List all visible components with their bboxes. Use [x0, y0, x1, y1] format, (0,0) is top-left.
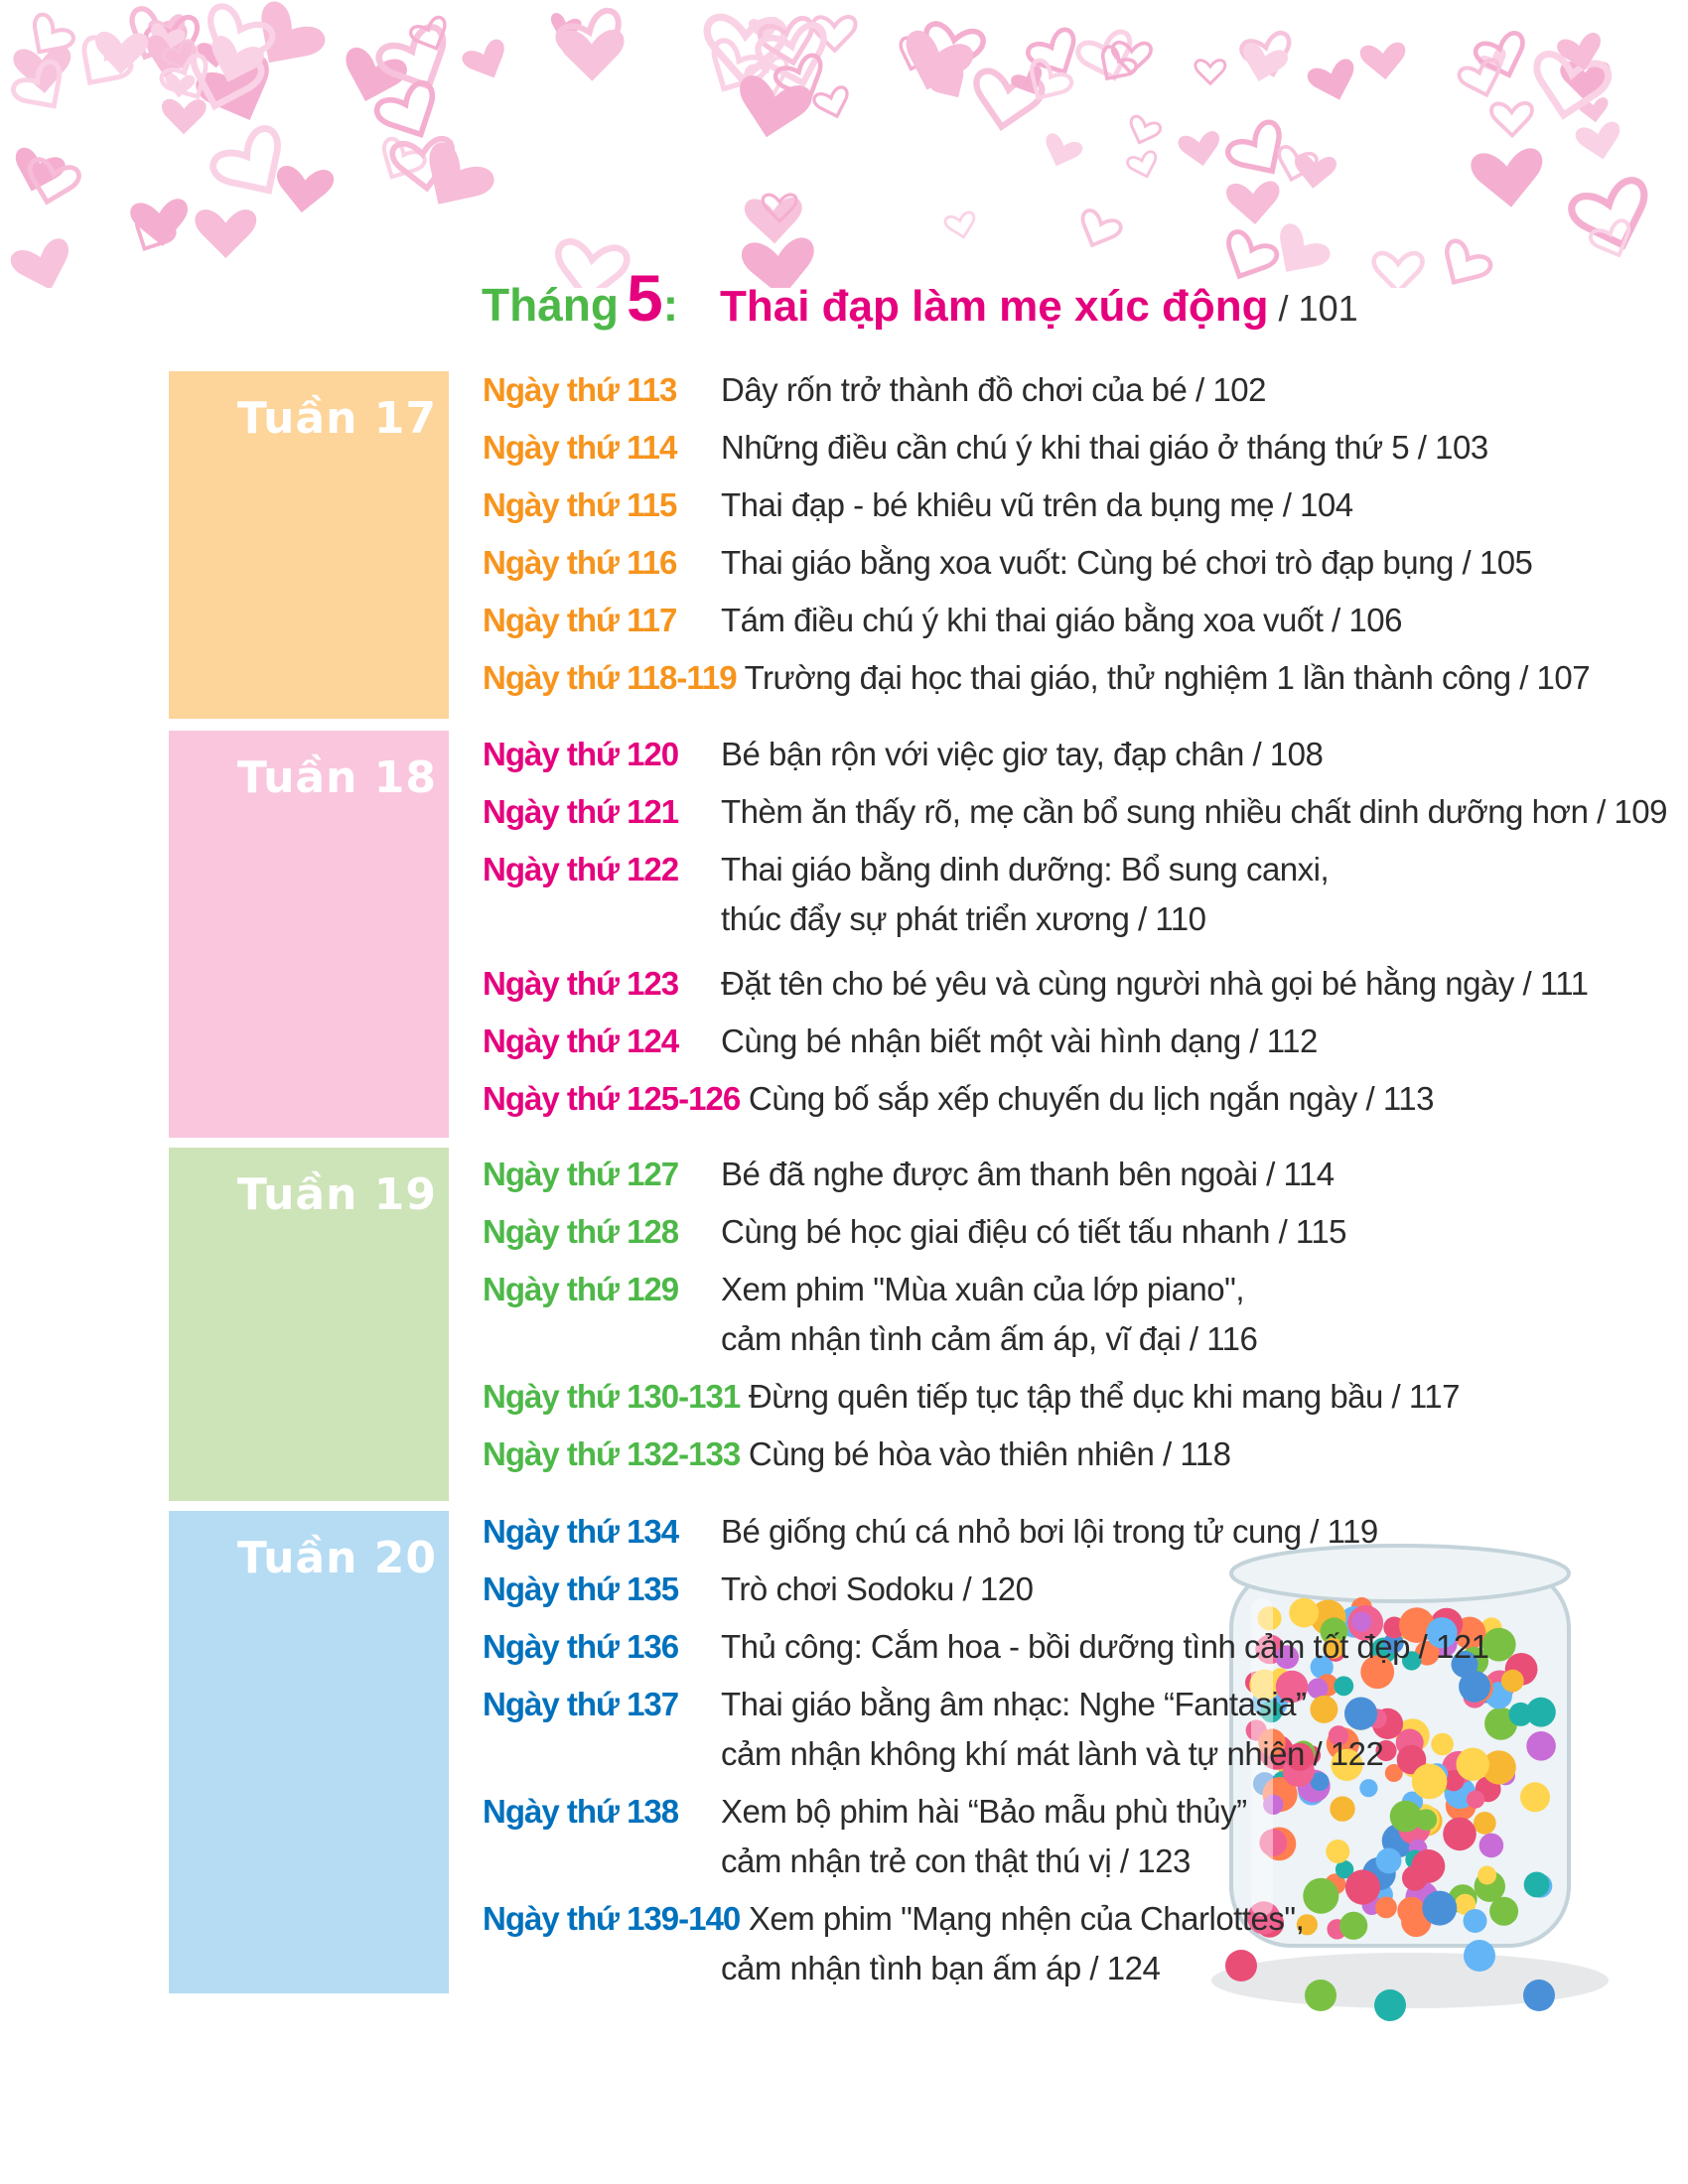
entry-day: Ngày thứ 116 — [483, 544, 677, 581]
heart-shape — [1574, 120, 1624, 164]
toc-entry[interactable] — [483, 787, 1667, 837]
heart-shape — [1216, 229, 1279, 287]
entry-title: Thủ công: Cắm hoa - bồi dưỡng tình cảm tốt đẹp / 121 — [721, 1628, 1489, 1665]
week-19-box — [169, 1148, 449, 1501]
heart-shape — [195, 209, 256, 258]
entry-title-line2: cảm nhận tình cảm ấm áp, vĩ đại / 116 — [721, 1320, 1258, 1357]
entry-title: Bé bận rộn với việc giơ tay, đạp chân / 108 — [721, 736, 1324, 772]
heart-shape — [273, 165, 335, 215]
candy-star — [1374, 1989, 1406, 2021]
candy-star — [1523, 1979, 1555, 2011]
candy-star — [1390, 1801, 1422, 1833]
entry-title: Cùng bé hòa vào thiên nhiên / 118 — [740, 1435, 1231, 1472]
heart-shape — [741, 236, 819, 288]
candy-star — [1464, 1940, 1495, 1972]
entry-day: Ngày thứ 123 — [483, 965, 679, 1002]
heart-shape — [1374, 253, 1423, 288]
candy-star — [1326, 1840, 1349, 1863]
week-18-label: Tuần 18 — [236, 752, 437, 803]
heart-shape — [460, 37, 514, 86]
entry-title: Thai giáo bằng xoa vuốt: Cùng bé chơi trò đạp bụng / 105 — [721, 544, 1533, 581]
heart-shape — [1306, 57, 1362, 107]
heart-shape — [1126, 151, 1161, 182]
entry-title: Xem bộ phim hài “Bảo mẫu phù thủy” — [721, 1793, 1247, 1830]
candy-star — [1376, 1848, 1402, 1874]
entry-title-line2: thúc đẩy sự phát triển xương / 110 — [721, 900, 1206, 937]
heart-shape — [1177, 130, 1223, 170]
candy-star — [1501, 1670, 1524, 1693]
week-19-label: Tuần 19 — [236, 1169, 437, 1220]
heart-shape — [1125, 115, 1162, 148]
month-word: Tháng — [482, 279, 619, 331]
toc-entry[interactable] — [483, 1074, 1434, 1124]
entry-day: Ngày thứ 136 — [483, 1628, 679, 1665]
entry-title-line2: cảm nhận không khí mát lành và tự nhiên / 122 — [721, 1735, 1384, 1772]
heart-shape — [812, 85, 853, 121]
candy-star — [1520, 1782, 1550, 1812]
heart-shape — [1074, 208, 1123, 253]
toc-entry[interactable] — [483, 1680, 1383, 1779]
week-18-box — [169, 731, 449, 1138]
entry-day: Ngày thứ 128 — [483, 1213, 679, 1250]
heart-shape — [1263, 220, 1334, 288]
month-page: / 101 — [1278, 288, 1358, 329]
entry-day: Ngày thứ 125-126 — [483, 1080, 741, 1117]
entry-day: Ngày thứ 127 — [483, 1156, 679, 1192]
heart-shape — [1196, 61, 1225, 84]
candy-star — [1422, 1891, 1457, 1926]
toc-entry[interactable] — [483, 1430, 1230, 1479]
toc-entry[interactable] — [483, 1894, 1304, 1993]
entry-title: Bé đã nghe được âm thanh bên ngoài / 114 — [721, 1156, 1335, 1192]
entry-title: Trường đại học thai giáo, thử nghiệm 1 lần thành công / 107 — [736, 659, 1591, 696]
toc-entry[interactable] — [483, 1265, 1257, 1364]
candy-star — [1526, 1731, 1556, 1761]
entry-title: Đừng quên tiếp tục tập thể dục khi mang bầu / 117 — [740, 1378, 1461, 1415]
entry-day: Ngày thứ 114 — [483, 429, 677, 466]
heart-shape — [1470, 147, 1547, 210]
entry-day: Ngày thứ 132-133 — [483, 1435, 741, 1472]
entry-day: Ngày thứ 115 — [483, 486, 677, 523]
entry-title: Thai đạp - bé khiêu vũ trên da bụng mẹ / 104 — [721, 486, 1353, 523]
entry-title: Thai giáo bằng âm nhạc: Nghe “Fantasia” — [721, 1686, 1307, 1722]
entry-day: Ngày thứ 117 — [483, 602, 677, 638]
entry-title-line2: cảm nhận tình bạn ấm áp / 124 — [721, 1950, 1161, 1986]
candy-star — [1526, 1698, 1556, 1727]
toc-entry[interactable] — [483, 1150, 1335, 1199]
entry-title: Thèm ăn thấy rõ, mẹ cần bổ sung nhiều chất dinh dưỡng hơn / 109 — [721, 793, 1667, 830]
entry-day: Ngày thứ 121 — [483, 793, 679, 830]
candy-star — [1330, 1796, 1354, 1821]
entry-title: Bé giống chú cá nhỏ bơi lội trong tử cung / 119 — [721, 1513, 1378, 1550]
candy-star — [1303, 1878, 1338, 1914]
toc-entry[interactable] — [483, 538, 1532, 588]
toc-entry[interactable] — [483, 730, 1323, 779]
week-17-box — [169, 371, 449, 719]
entry-title: Thai giáo bằng dinh dưỡng: Bổ sung canxi, — [721, 851, 1330, 887]
entry-day: Ngày thứ 138 — [483, 1793, 679, 1830]
entry-title: Cùng bé học giai điệu có tiết tấu nhanh / 115 — [721, 1213, 1347, 1250]
entry-day: Ngày thứ 122 — [483, 851, 679, 887]
candy-star — [1443, 1818, 1477, 1851]
entry-day: Ngày thứ 135 — [483, 1570, 679, 1607]
entry-day: Ngày thứ 118-119 — [483, 659, 737, 696]
entry-day: Ngày thứ 120 — [483, 736, 679, 772]
candy-star — [1375, 1897, 1397, 1919]
month-number: 5 — [626, 261, 663, 335]
entry-title: Trò chơi Sodoku / 120 — [721, 1570, 1034, 1607]
heart-shape — [1434, 238, 1493, 288]
toc-entry[interactable] — [483, 1565, 1033, 1614]
candy-star — [1431, 1733, 1454, 1756]
candy-star — [1524, 1872, 1550, 1898]
candy-star — [1359, 1779, 1377, 1797]
toc-entry[interactable] — [483, 1507, 1378, 1557]
month-heading — [482, 260, 1358, 349]
heart-shape — [1224, 119, 1296, 187]
week-20-label: Tuần 20 — [236, 1533, 437, 1583]
week-20-box — [169, 1511, 449, 1993]
entry-day: Ngày thứ 139-140 — [483, 1900, 741, 1937]
candy-star — [1479, 1834, 1504, 1858]
toc-entry[interactable] — [483, 596, 1402, 645]
toc-entry[interactable] — [483, 959, 1589, 1009]
toc-entry[interactable] — [483, 845, 1329, 944]
candy-star — [1464, 1909, 1487, 1933]
entry-title: Xem phim "Mạng nhện của Charlottes", — [740, 1900, 1305, 1937]
entry-title: Tám điều chú ý khi thai giáo bằng xoa vuốt / 106 — [721, 602, 1402, 638]
heart-shape — [94, 32, 149, 75]
heart-shape — [1458, 59, 1506, 101]
month-title: Thai đạp làm mẹ xúc động — [720, 282, 1269, 331]
candy-star — [1467, 1791, 1484, 1809]
entry-day: Ngày thứ 130-131 — [483, 1378, 741, 1415]
entry-day: Ngày thứ 124 — [483, 1023, 679, 1059]
heart-shape — [1491, 103, 1533, 136]
toc-entry[interactable] — [483, 423, 1488, 473]
entry-title: Cùng bé nhận biết một vài hình dạng / 112 — [721, 1023, 1318, 1059]
toc-entry[interactable] — [483, 1622, 1489, 1672]
candy-star — [1411, 1849, 1445, 1883]
heart-shape — [1359, 42, 1408, 82]
heart-shape — [162, 99, 207, 135]
heart-shape — [1568, 177, 1658, 257]
toc-entry[interactable] — [483, 1017, 1318, 1066]
week-17-label: Tuần 17 — [236, 393, 437, 444]
candy-star — [1345, 1869, 1380, 1904]
entry-day: Ngày thứ 134 — [483, 1513, 679, 1550]
toc-entry[interactable] — [483, 1372, 1460, 1422]
entry-day: Ngày thứ 113 — [483, 371, 677, 408]
hearts-decoration — [0, 0, 1688, 288]
entry-title: Dây rốn trở thành đồ chơi của bé / 102 — [721, 371, 1266, 408]
toc-entry[interactable] — [483, 365, 1266, 415]
candy-star — [1477, 1866, 1496, 1885]
toc-entry[interactable] — [483, 653, 1590, 703]
heart-shape — [8, 236, 78, 288]
candy-star — [1412, 1764, 1448, 1800]
heart-shape — [1039, 132, 1084, 173]
toc-entry[interactable] — [483, 480, 1353, 530]
candy-star — [1474, 1812, 1496, 1835]
candy-star — [1339, 1912, 1367, 1940]
entry-day: Ngày thứ 129 — [483, 1271, 679, 1307]
month-colon: : — [662, 279, 679, 331]
entry-title-line2: cảm nhận trẻ con thật thú vị / 123 — [721, 1843, 1191, 1879]
candy-star — [1459, 1671, 1490, 1703]
entry-title: Cùng bố sắp xếp chuyến du lịch ngắn ngày / 113 — [740, 1080, 1434, 1117]
candy-star — [1457, 1748, 1489, 1781]
toc-entry[interactable] — [483, 1207, 1346, 1257]
toc-entry[interactable] — [483, 1787, 1247, 1886]
heart-shape — [944, 211, 978, 240]
entry-title: Những điều cần chú ý khi thai giáo ở tháng thứ 5 / 103 — [721, 429, 1488, 466]
heart-shape — [1225, 181, 1281, 226]
entry-title: Xem phim "Mùa xuân của lớp piano", — [721, 1271, 1245, 1307]
entry-title: Đặt tên cho bé yêu và cùng người nhà gọi bé hằng ngày / 111 — [721, 965, 1589, 1002]
candy-star — [1305, 1979, 1336, 2011]
entry-day: Ngày thứ 137 — [483, 1686, 679, 1722]
